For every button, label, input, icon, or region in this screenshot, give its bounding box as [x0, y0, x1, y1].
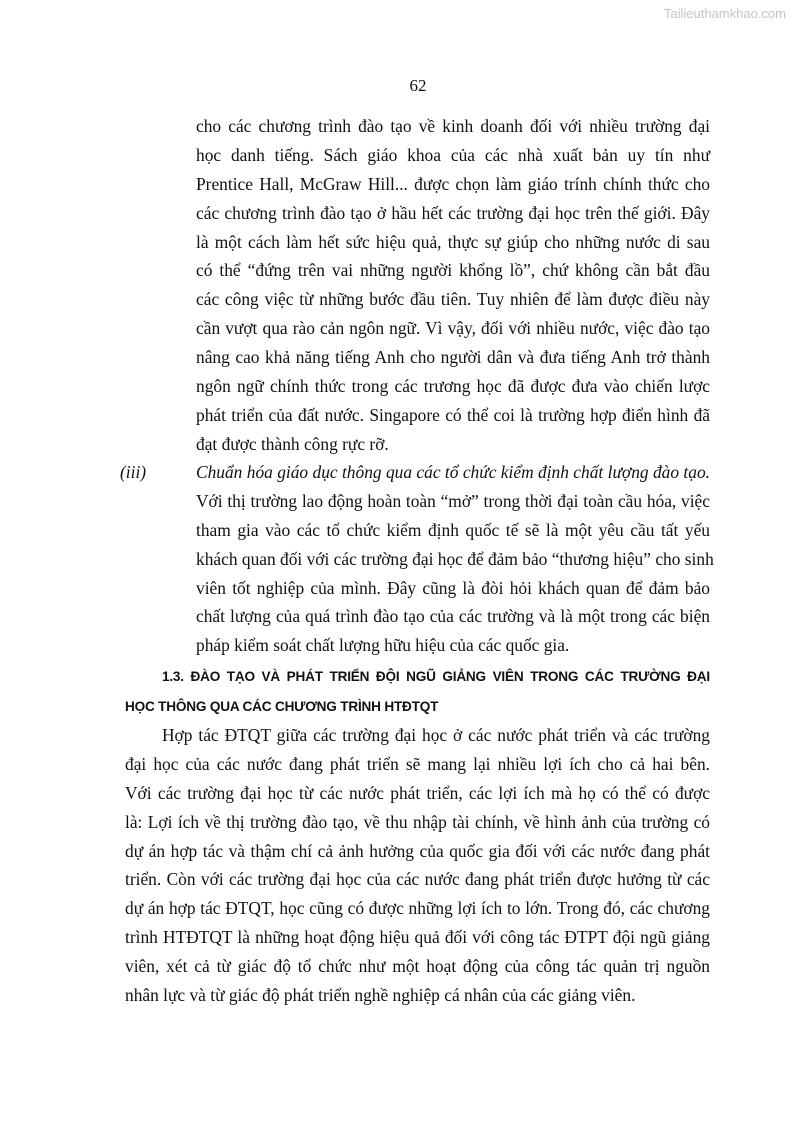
text-line: viên, xét cả từ giác độ tổ chức như một hoạt động của công tác quản trị nguồn — [125, 956, 710, 977]
text-line: Prentice Hall, McGraw Hill... được chọn làm giáo trính chính thức cho — [196, 173, 710, 194]
text-line: chất lượng của quá trình đào tạo của các trường và là một trong các biện — [196, 606, 710, 627]
text-line: triển. Còn với các trường đại học của các nước đang phát triển được hưởng từ các — [125, 869, 710, 890]
page-number: 62 — [409, 76, 427, 95]
text-line: trình HTĐTQT là những hoạt động hiệu quả đối với công tác ĐTPT đội ngũ giảng — [125, 927, 710, 948]
text-line: là: Lợi ích về thị trường đào tạo, về thu nhập tài chính, về hình ảnh của trường có — [125, 811, 710, 832]
text-line: cần vượt qua rào cản ngôn ngữ. Vì vậy, đối với nhiều nước, việc đào tạo — [196, 318, 710, 339]
list-label: (iii) — [120, 462, 147, 482]
text-line: viên tốt nghiệp của mình. Đây cũng là đòi hỏi khách quan để đảm bảo — [196, 577, 710, 598]
text-line: học danh tiếng. Sách giáo khoa của các nhà xuất bản uy tín như — [196, 144, 710, 165]
watermark: Tailieuthamkhao.com — [663, 6, 786, 21]
text-line: phát triển của đất nước. Singapore có thể coi là trường hợp điển hình đã — [196, 404, 710, 425]
text-line: Với thị trường lao động hoàn toàn “mở” trong thời đại toàn cầu hóa, việc — [196, 490, 710, 511]
text-line: là một cách làm hết sức hiệu quả, thực sự giúp cho những nước di sau — [196, 231, 710, 252]
heading-line: 1.3. ĐÀO TẠO VÀ PHÁT TRIỂN ĐỘI NGŨ GIẢNG VIÊN TRONG CÁC TRƯỜNG ĐẠI — [162, 669, 710, 684]
text-line: Với các trường đại học từ các nước phát triển, các lợi ích mà họ có thể có được — [125, 782, 710, 803]
text-line: nhân lực và từ giác độ phát triển nghề nghiệp cá nhân của các giảng viên. — [125, 985, 636, 1006]
text-line: khách quan đối với các trường đại học để đảm bảo “thương hiệu” cho sinh — [196, 548, 714, 569]
section-heading — [125, 662, 710, 721]
text-line: dự án hợp tác và thậm chí cả ảnh hưởng của quốc gia đối với các nước đang phát — [125, 840, 710, 861]
text-line: dự án hợp tác ĐTQT, học cũng có được những lợi ích to lớn. Trong đó, các chương — [125, 898, 710, 919]
heading-line: HỌC THÔNG QUA CÁC CHƯƠNG TRÌNH HTĐTQT — [125, 698, 439, 714]
paragraph-1 — [196, 112, 710, 459]
text-line: cho các chương trình đào tạo về kinh doanh đối với nhiều trường đại — [196, 116, 710, 136]
text-line: tham gia vào các tổ chức kiểm định quốc tế sẽ là một yêu cầu tất yếu — [196, 519, 710, 540]
list-item-title: Chuẩn hóa giáo dục thông qua các tổ chức kiểm định chất lượng đào tạo. — [196, 462, 710, 482]
list-item-iii — [196, 458, 714, 660]
text-line: các chương trình đào tạo ở hầu hết các trường đại học trên thế giới. Đây — [196, 202, 710, 223]
paragraph-2 — [125, 721, 710, 1010]
text-line: đại học của các nước đang phát triển sẽ mang lại nhiều lợi ích cho cả hai bên. — [125, 753, 710, 774]
text-line: có thể “đứng trên vai những người khổng lồ”, chứ không cần bắt đầu — [196, 260, 710, 281]
text-line: đạt được thành công rực rỡ. — [196, 433, 389, 454]
text-line: Hợp tác ĐTQT giữa các trường đại học ở các nước phát triển và các trường — [162, 725, 710, 745]
text-line: ngôn ngữ chính thức trong các trương học đã được đưa vào chiến lược — [196, 376, 710, 397]
text-line: các công việc từ những bước đầu tiên. Tuy nhiên để làm được điều này — [196, 289, 710, 310]
text-line: pháp kiểm soát chất lượng hữu hiệu của các quốc gia. — [196, 635, 570, 656]
text-line: nâng cao khả năng tiếng Anh cho người dân và đưa tiếng Anh trở thành — [196, 347, 710, 368]
